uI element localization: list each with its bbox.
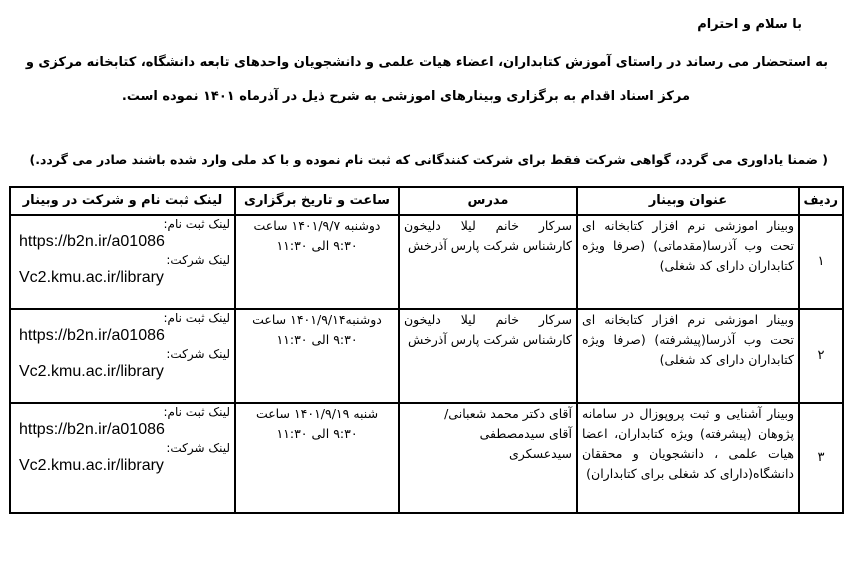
row-number: ۲ bbox=[799, 309, 843, 403]
registration-label: لینک ثبت نام: bbox=[163, 311, 230, 325]
registration-link[interactable]: https://b2n.ir/a01086 bbox=[19, 233, 165, 250]
join-link[interactable]: Vc2.kmu.ac.ir/library bbox=[19, 457, 164, 474]
webinar-table bbox=[9, 186, 844, 514]
webinar-teacher: سرکار خانم لیلا دلیخون کارشناس شرکت پارس آذرخش bbox=[399, 309, 577, 403]
greeting: با سلام و احترام bbox=[697, 17, 802, 32]
webinar-title: وبینار آشنایی و ثبت پروپوزال در سامانه پژوهان (پیشرفته) ویژه کتابداران، اعضا هیات علمی ، دانشجویان و محققان دانشگاه(دارای کد شغلی برای کتابداران) bbox=[577, 403, 799, 513]
teacher-line: سیدعسکری bbox=[508, 446, 572, 461]
join-label: لینک شرکت: bbox=[166, 253, 230, 267]
registration-label: لینک ثبت نام: bbox=[163, 405, 230, 419]
table-row bbox=[10, 215, 843, 309]
teacher-line: آقای دکتر محمد شعبانی/ bbox=[444, 406, 572, 421]
table-row bbox=[10, 403, 843, 513]
header-row-no: ردیف bbox=[799, 187, 843, 215]
webinar-hours: ۹:۳۰ الی ۱۱:۳۰ bbox=[276, 332, 358, 347]
registration-label: لینک ثبت نام: bbox=[163, 217, 230, 231]
table-row bbox=[10, 309, 843, 403]
webinar-hours: ۹:۳۰ الی ۱۱:۳۰ bbox=[276, 238, 358, 253]
webinar-time bbox=[235, 309, 399, 403]
join-label: لینک شرکت: bbox=[166, 441, 230, 455]
header-teacher: مدرس bbox=[399, 187, 577, 215]
row-number: ۳ bbox=[799, 403, 843, 513]
teacher-line: آقای سیدمصطفی bbox=[479, 426, 572, 441]
intro-line-2: مرکز اسناد اقدام به برگزاری وبینارهای اموزشی به شرح ذیل در آذرماه ۱۴۰۱ نموده است. bbox=[121, 89, 690, 104]
webinar-title: وبینار اموزشی نرم افزار کتابخانه ای تحت وب آذرسا(پیشرفته) (صرفا ویژه کتابداران دارای کد شغلی) bbox=[577, 309, 799, 403]
webinar-teacher bbox=[399, 403, 577, 513]
header-time: ساعت و تاریخ برگزاری bbox=[235, 187, 399, 215]
webinar-links bbox=[10, 309, 235, 403]
webinar-hours: ۹:۳۰ الی ۱۱:۳۰ bbox=[276, 426, 358, 441]
header-link: لینک ثبت نام و شرکت در وبینار bbox=[10, 187, 235, 215]
join-link[interactable]: Vc2.kmu.ac.ir/library bbox=[19, 363, 164, 380]
join-link[interactable]: Vc2.kmu.ac.ir/library bbox=[19, 269, 164, 286]
webinar-date: دوشنبه۱۴۰۱/۹/۱۴ ساعت bbox=[252, 312, 382, 327]
header-title: عنوان وبینار bbox=[577, 187, 799, 215]
registration-link[interactable]: https://b2n.ir/a01086 bbox=[19, 421, 165, 438]
join-label: لینک شرکت: bbox=[166, 347, 230, 361]
row-number: ۱ bbox=[799, 215, 843, 309]
webinar-teacher: سرکار خانم لیلا دلیخون کارشناس شرکت پارس آذرخش bbox=[399, 215, 577, 309]
registration-link[interactable]: https://b2n.ir/a01086 bbox=[19, 327, 165, 344]
webinar-time bbox=[235, 215, 399, 309]
webinar-time bbox=[235, 403, 399, 513]
table-header-row bbox=[10, 187, 843, 215]
webinar-date: شنبه ۱۴۰۱/۹/۱۹ ساعت bbox=[255, 406, 379, 421]
webinar-title: وبینار اموزشی نرم افزار کتابخانه ای تحت وب آذرسا(مقدماتی) (صرفا ویژه کتابداران دارای کد شغلی) bbox=[577, 215, 799, 309]
intro-line-1: به استحضار می رساند در راستای آموزش کتابداران، اعضاء هیات علمی و دانشجویان واحدهای تابعه دانشگاه، کتابخانه مرکزی و bbox=[25, 55, 828, 70]
webinar-links bbox=[10, 215, 235, 309]
webinar-links bbox=[10, 403, 235, 513]
webinar-date: دوشنبه ۱۴۰۱/۹/۷ ساعت bbox=[253, 218, 381, 233]
certificate-note: ( ضمنا یاداوری می گردد، گواهی شرکت فقط برای شرکت کنندگانی که ثبت نام نموده و با کد ملی وارد شده باشند صادر می گردد.) bbox=[29, 152, 828, 167]
